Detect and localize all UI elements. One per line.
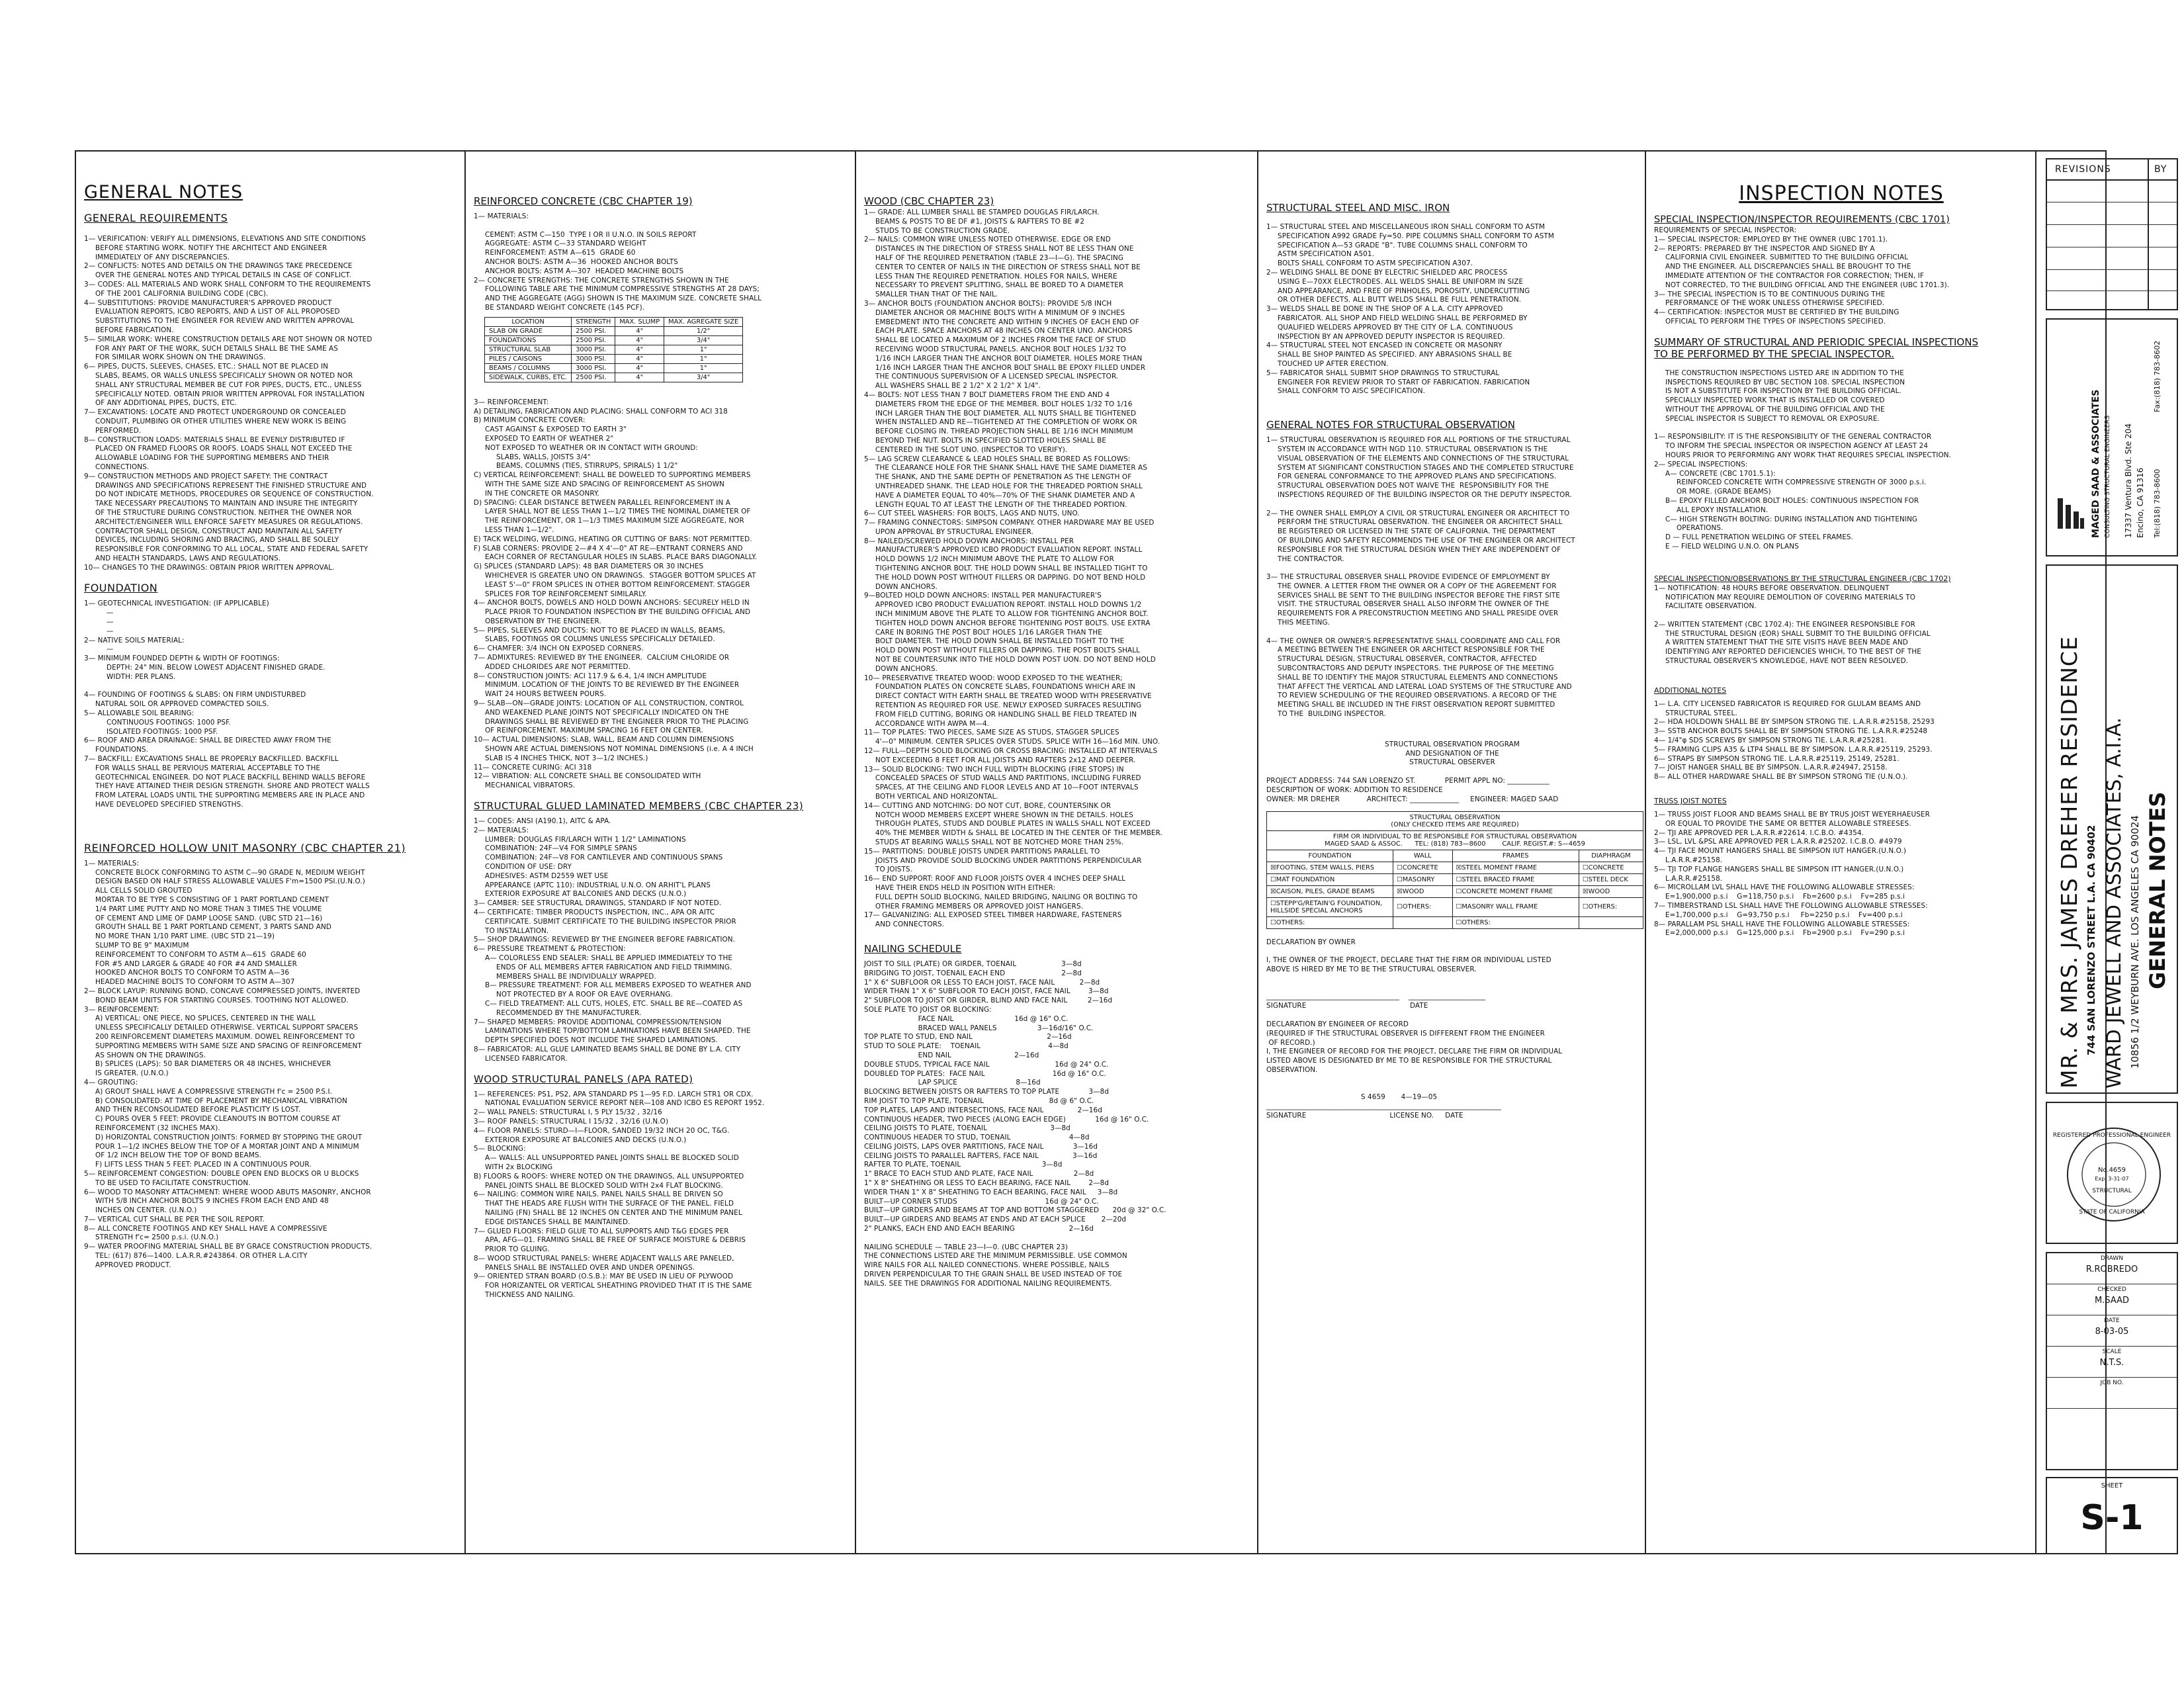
table-row [485,373,743,382]
firm-address-line2: Encino, CA 91316 [2136,467,2145,538]
drawn-label: DRAWN [2100,1255,2124,1262]
table-cell: 3/4" [664,373,743,382]
table-row [485,335,743,345]
firm-phone: Tel:(818) 783-8600 [2153,468,2162,538]
drawn-value: R.ROBREDO [2085,1265,2138,1274]
by-label: BY [2154,164,2167,175]
engineer-firm-box [2046,318,2178,556]
date-value: 8-03-05 [2095,1327,2129,1337]
table-cell [1579,916,1643,928]
checked-value: M.SAAD [2095,1296,2129,1306]
table-cell: STRUCTURAL SLAB [485,345,572,354]
revisions-label: REVISIONS [2055,164,2111,175]
truss-joist-heading: TRUSS JOIST NOTES [1654,797,1727,806]
table-cell: 3/4" [664,335,743,345]
owner-declaration: DECLARATION BY OWNER I, THE OWNER OF THE PROJECT, DECLARE THAT THE FIRM OR INDIVIDUAL LISTED ABOVE IS HIRED BY ME TO BE THE STRUCTURAL OBSERVER. ______________________________________ ______________________ SIGNATURE DATE [1266,938,1551,1010]
general-requirements-heading: GENERAL REQUIREMENTS [84,212,228,224]
concrete-materials-text: 1— MATERIALS: CEMENT: ASTM C—150 TYPE I OR II U.N.O. IN SOILS REPORT AGGREGATE: ASTM C—33 STANDARD WEIGHT REINFORCEMENT: ASTM A—615 GRADE 60 ANCHOR BOLTS: ASTM A—36 HOOKED ANCHOR BOLTS ANCHOR BOLTS: ASTM A—307 HEADED MACHINE BOLTS 2— CONCRETE STRENGTHS: THE CONCRETE STRENGTHS SHOWN IN THE FOLLOWING TABLE ARE THE MINIMUM COMPRESSIVE STRENGTHS AT 28 DAYS; AND THE AGGREGATE (AGG) SHOWN IS THE MAXIMUM SIZE. CONCRETE SHALL BE STANDARD WEIGHT CONCRETE (145 PCF). [474,212,762,312]
table-row [485,363,743,373]
table-header-row [485,317,743,326]
table-cell: ☒CAISON, PILES, GRADE BEAMS [1267,885,1393,897]
revision-row [2047,224,2177,225]
table-cell [1393,916,1453,928]
table-header-cell: LOCATION [485,317,572,326]
engineer-inspection-text: 1— NOTIFICATION: 48 HOURS BEFORE OBSERVATION. DELINQUENT NOTIFICATION MAY REQUIRE DEMOLITION OF COVERING MATERIALS TO FACILITATE OBSERVATION. 2— WRITTEN STATEMENT (CBC 1702.4): THE ENGINEER RESPONSIBLE FOR THE STRUCTURAL DESIGN (EOR) SHALL SUBMIT TO THE BUILDING OFFICIAL A WRITTEN STATEMENT THAT THE SITE VISITS HAVE BEEN MADE AND IDENTIFYING ANY REPORTED DEFICIENCIES WHICH, TO THE BEST OF THE STRUCTURAL OBSERVER'S KNOWLEDGE, HAVE NOT BEEN RESOLVED. [1654,584,1931,666]
table-cell: BEAMS / COLUMNS [485,363,572,373]
table-cell: ☒STEEL MOMENT FRAME [1452,862,1579,873]
sheet-label: SHEET [2101,1482,2123,1489]
observation-program-title: STRUCTURAL OBSERVATION PROGRAM AND DESIGNATION OF THE STRUCTURAL OBSERVER [1385,740,1520,767]
column-concrete [466,150,855,1554]
table-row [1267,862,1643,873]
table-cell: ☐OTHERS: [1452,916,1579,928]
title-block-divider [2035,150,2036,1554]
column-general-notes [76,150,464,1554]
revisions-box [2046,158,2178,310]
table-cell: ☐CONCRETE [1579,862,1643,873]
firm-logo-icon [2056,497,2085,530]
table-cell: ☒WOOD [1579,885,1643,897]
table-cell: ☐MAT FOUNDATION [1267,873,1393,885]
table-row [485,354,743,363]
date-label: DATE [2104,1317,2120,1324]
table-header-cell: WALL [1393,850,1453,862]
table-header-cell: MAX. AGREGATE SIZE [664,317,743,326]
project-info-box [2046,564,2178,1094]
architect-name: WARD JEWELL AND ASSOCIATES, A.I.A. [2103,717,2125,1088]
drawing-info-box [2046,1252,2178,1470]
table-cell: 2500 PSI. [572,373,615,382]
glulam-heading: STRUCTURAL GLUED LAMINATED MEMBERS (CBC CHAPTER 23) [474,800,804,813]
table-row [1267,885,1643,897]
table-cell: 4" [615,326,664,335]
firm-address-line1: 17337 Ventura Blvd. Ste 204 [2124,423,2133,538]
panels-heading: WOOD STRUCTURAL PANELS (APA RATED) [474,1073,693,1085]
table-cell: 1/2" [664,326,743,335]
table-row [1267,873,1643,885]
table-header-cell: FOUNDATION [1267,850,1393,862]
summary-text: THE CONSTRUCTION INSPECTIONS LISTED ARE IN ADDITION TO THE INSPECTIONS REQUIRED BY UBC SECTION 108. SPECIAL INSPECTION IS NOT A SUBSTITUTE FOR INSPECTION BY THE BUILDING OFFICIAL. SPECIALLY INSPECTED WORK THAT IS INSTALLED OR COVERED WITHOUT THE APPROVAL OF THE BUILDING OFFICIAL AND THE SPECIAL INSPECTOR IS SUBJECT TO REMOVAL OR EXPOSURE. 1— RESPONSIBILITY: IT IS THE RESPONSIBILITY OF THE GENERAL CONTRACTOR TO INFORM THE SPECIAL INSPECTOR OR INSPECTION AGENCY AT LEAST 24 HOURS PRIOR TO PERFORMING ANY WORK THAT REQUIRES SPECIAL INSPECTION. 2— SPECIAL INSPECTIONS: A— CONCRETE (CBC 1701.5.1): REINFORCED CONCRETE WITH COMPRESSIVE STRENGTH OF 3000 p.s.i. OR MORE. (GRADE BEAMS) B— EPOXY FILLED ANCHOR BOLT HOLES: CONTINUOUS INSPECTION FOR ALL EPOXY INSTALLATION. C— HIGH STRENGTH BOLTING: DURING INSTALLATION AND TIGHTENING OPERATIONS. D — FULL PENETRATION WELDING OF STEEL FRAMES. E — FIELD WELDING U.N.O. ON PLANS [1654,369,1952,551]
special-inspection-heading: SPECIAL INSPECTION/INSPECTOR REQUIREMENTS (CBC 1701) [1654,214,1950,225]
seal-top-text: REGISTERED PROFESSIONAL ENGINEER [2052,1132,2171,1139]
table-cell: 2500 PSI. [572,335,615,345]
job-cell [2047,1378,2177,1409]
table-row [485,345,743,354]
table-row [485,326,743,335]
date-cell [2047,1315,2177,1347]
checked-label: CHECKED [2097,1286,2126,1293]
general-requirements-text: 1— VERIFICATION: VERIFY ALL DIMENSIONS, ELEVATIONS AND SITE CONDITIONS BEFORE STARTING WORK. NOTIFY THE ARCHITECT AND ENGINEER IMMEDIATELY OF ANY DISCREPANCIES. 2— CONFLICTS: NOTES AND DETAILS ON THE DRAWINGS TAKE PRECEDENCE OVER THE GENERAL NOTES AND TYPICAL DETAILS IN CASE OF CONFLICT. 3— CODES: ALL MATERIALS AND WORK SHALL CONFORM TO THE REQUIREMENTS OF THE 2001 CALIFORNIA BUILDING CODE (CBC). 4— SUBSTITUTIONS: PROVIDE MANUFACTURER'S APPROVED PRODUCT EVALUATION REPORTS, ICBO REPORTS, AND A LIST OF ALL PROPOSED SUBSTITUTIONS TO THE ENGINEER FOR REVIEW AND WRITTEN APPROVAL BEFORE FABRICATION. 5— SIMILAR WORK: WHERE CONSTRUCTION DETAILS ARE NOT SHOWN OR NOTED FOR ANY PART OF THE WORK, SUCH DETAILS SHALL BE THE SAME AS FOR SIMILAR WORK SHOWN ON THE DRAWINGS. 6— PIPES, DUCTS, SLEEVES, CHASES, ETC.: SHALL NOT BE PLACED IN SLABS, BEAMS, OR WALLS UNLESS SPECIFICALLY SHOWN OR NOTED NOR SHALL ANY STRUCTURAL MEMBER BE CUT FOR PIPES, DUCTS, ETC., UNLESS SPECIFICALLY NOTED. OBTAIN PRIOR WRITTEN APPROVAL FOR INSTALLATION OF ANY ADDITIONAL PIPES, DUCTS, ETC. 7— EXCAVATIONS: LOCATE AND PROTECT UNDERGROUND OR CONCEALED CONDUIT, PLUMBING OR OTHER UTILITIES WHERE NEW WORK IS BEING PERFORMED. 8— CONSTRUCTION LOADS: MATERIALS SHALL BE EVENLY DISTRIBUTED IF PLACED ON FRAMED FLOORS OR ROOFS. LOADS SHALL NOT EXCEED THE ALLOWABLE LOADING FOR THE SUPPORTING MEMBERS AND THEIR CONNECTIONS. 9— CONSTRUCTION METHODS AND PROJECT SAFETY: THE CONTRACT DRAWINGS AND SPECIFICATIONS REPRESENT THE FINISHED STRUCTURE AND DO NOT INDICATE METHODS, PROCEDURES OR SEQUENCE OF CONSTRUCTION. TAKE NECESSARY PRECAUTIONS TO MAINTAIN AND INSURE THE INTEGRITY OF THE STRUCTURE DURING CONSTRUCTION. NEITHER THE OWNER NOR ARCHITECT/ENGINEER WILL ENFORCE SAFETY MEASURES OR REGULATIONS. CONTRACTOR SHALL DESIGN, CONSTRUCT AND MAINTAIN ALL SAFETY DEVICES, INCLUDING SHORING AND BRACING, AND SHALL BE SOLELY RESPONSIBLE FOR CONFORMING TO ALL LOCAL, STATE AND FEDERAL SAFETY AND HEALTH STANDARDS, LAWS AND REGULATIONS. 10— CHANGES TO THE DRAWINGS: OBTAIN PRIOR WRITTEN APPROVAL. [84,235,374,572]
table-header-row [1267,850,1643,862]
table-cell: ☐STEEL DECK [1579,873,1643,885]
table-cell: ☐OTHERS: [1393,897,1453,916]
table-cell: ☐STEEL BRACED FRAME [1452,873,1579,885]
table-cell: ☐OTHERS: [1579,897,1643,916]
nailing-heading: NAILING SCHEDULE [864,942,962,955]
table-cell: 3000 PSI. [572,354,615,363]
table-cell: FOUNDATIONS [485,335,572,345]
masonry-text: 1— MATERIALS: CONCRETE BLOCK CONFORMING TO ASTM C—90 GRADE N, MEDIUM WEIGHT DESIGN BASED ON HALF STRESS ALLOWABLE VALUES F'm=1500 PSI.(U.N.O.) ALL CELLS SOLID GROUTED MORTAR TO BE TYPE S CONSISTING OF 1 PART PORTLAND CEMENT 1/4 PART LIME PUTTY AND NO MORE THAN 3 TIMES THE VOLUME OF CEMENT AND LIME OF DAMP LOOSE SAND. (UBC STD 21—16) GROUTH SHALL BE 1 PART PORTLAND CEMENT, 3 PARTS SAND AND NO MORE THAN 1/10 PART LIME. (UBC STD 21—19) SLUMP TO BE 9" MAXIMUM REINFORCEMENT TO CONFORM TO ASTM A—615 GRADE 60 FOR #5 AND LARGER & GRADE 40 FOR #4 AND SMALLER HOOKED ANCHOR BOLTS TO CONFORM TO ASTM A—36 HEADED MACHINE BOLTS TO CONFORM TO ASTM A—307 2— BLOCK LAYUP: RUNNING BOND, CONCAVE COMPRESSED JOINTS, INVERTED BOND BEAM UNITS FOR STARTING COURSES. TOOTHING NOT ALLOWED. 3— REINFORCEMENT: A) VERTICAL: ONE PIECE, NO SPLICES, CENTERED IN THE WALL UNLESS SPECIFICALLY DETAILED OTHERWISE. VERTICAL SUPPORT SPACERS 200 REINFORCEMENT DIAMETERS MAXIMUM. DOWEL REINFORCEMENT TO SUPPORTING MEMBERS WITH SAME SIZE AND SPACING OF REINFORCEMENT AS SHOWN ON THE DRAWINGS. B) SPLICES (LAPS): 50 BAR DIAMETERS OR 48 INCHES, WHICHEVER IS GREATER. (U.N.O.) 4— GROUTING: A) GROUT SHALL HAVE A COMPRESSIVE STRENGTH f'c = 2500 P.S.I. B) CONSOLIDATED: AT TIME OF PLACEMENT BY MECHANICAL VIBRATION AND THEN RECONSOLIDATED BEFORE PLASTICITY IS LOST. C) POURS OVER 5 FEET: PROVIDE CLEANOUTS IN BOTTOM COURSE AT REINFORCEMENT (32 INCHES MAX). D) HORIZONTAL CONSTRUCTION JOINTS: FORMED BY STOPPING THE GROUT POUR 1—1/2 INCHES BELOW THE TOP OF A MORTAR JOINT AND A MINIMUM OF 1/2 INCH BELOW THE TOP OF BOND BEAMS. F) LIFTS LESS THAN 5 FEET: PLACED IN A CONTINUOUS POUR. 5— REINFORCEMENT CONGESTION: DOUBLE OPEN END BLOCKS OR U BLOCKS TO BE USED TO FACILITATE CONSTRUCTION. 6— WOOD TO MASONRY ATTACHMENT: WHERE WOOD ABUTS MASONRY, ANCHOR WITH 5/8 INCH ANCHOR BOLTS 9 INCHES FROM EACH END AND 48 INCHES ON CENTER. (U.N.O.) 7— VERTICAL CUT SHALL BE PER THE SOIL REPORT. 8— ALL CONCRETE FOOTINGS AND KEY SHALL HAVE A COMPRESSIVE STRENGTH f'c= 2500 p.s.i. (U.N.O.) 9— WATER PROOFING MATERIAL SHALL BE BY GRACE CONSTRUCTION PRODUCTS. TEL: (617) 876—1400. L.A.R.R.#243864. OR OTHER L.A.CITY APPROVED PRODUCT. [84,859,372,1269]
inspection-notes-title: INSPECTION NOTES [1739,182,1944,205]
revisions-header [2047,159,2177,181]
special-inspection-text: REQUIREMENTS OF SPECIAL INSPECTOR: 1— SPECIAL INSPECTOR: EMPLOYED BY THE OWNER (UBC 1701.1). 2— REPORTS: PREPARED BY THE INSPECTOR AND SIGNED BY A CALIFORNIA CIVIL ENGINEER. SUBMITTED TO THE BUILDING OFFICIAL AND THE ENGINEER. ALL DISCREPANCIES SHALL BE BROUGHT TO THE IMMEDIATE ATTENTION OF THE CONTRACTOR FOR CORRECTION; THEN, IF NOT CORRECTED, TO THE BUILDING OFFICIAL AND THE ENGINEER (UBC 1701.3). 3— THE SPECIAL INSPECTION IS TO BE CONTINUOUS DURING THE PERFORMANCE OF THE WORK UNLESS OTHERWISE SPECIFIED. 4— CERTIFICATION: INSPECTOR MUST BE CERTIFIED BY THE BUILDING OFFICIAL TO PERFORM THE TYPES OF INSPECTIONS SPECIFIED. [1654,226,1950,326]
engineer-declaration: DECLARATION BY ENGINEER OF RECORD (REQUIRED IF THE STRUCTURAL OBSERVER IS DIFFERENT FROM THE ENGINEER OF RECORD.) I, THE ENGINEER OF RECORD FOR THE PROJECT, DECLARE THE FIRM OR INDIVIDUAL LISTED ABOVE IS DESIGNATED BY ME TO BE RESPONSIBLE FOR THE STRUCTURAL OBSERVATION. S 4659 4—19—05 ___________________________________________________________________ SIGNATURE LICENSE NO. DATE [1266,1020,1563,1120]
revisions-divider [2148,159,2149,309]
sheet-title: GENERAL NOTES [2145,791,2170,989]
table-title-row [1267,811,1643,830]
concrete-heading: REINFORCED CONCRETE (CBC CHAPTER 19) [474,195,693,207]
panels-text: 1— REFERENCES: PS1, PS2, APA STANDARD PS 1—95 F.D. LARCH STR1 OR CDX. NATIONAL EVALUATION SERVICE REPORT NER—108 AND ICBO ES REPORT 1952. 2— WALL PANELS: STRUCTURAL I, 5 PLY 15/32 , 32/16 3— ROOF PANELS: STRUCTURAL I 15/32 , 32/16 (U.N.O) 4— FLOOR PANELS: STURD—I—FLOOR, SANDED 19/32 INCH 20 OC, T&G. EXTERIOR EXPOSURE AT BALCONIES AND DECKS (U.N.O.) 5— BLOCKING: A— WALLS: ALL UNSUPPORTED PANEL JOINTS SHALL BE BLOCKED SOLID WITH 2x BLOCKING B) FLOORS & ROOFS: WHERE NOTED ON THE DRAWINGS, ALL UNSUPPORTED PANEL JOINTS SHALL BE BLOCKED SOLID WITH 2x4 FLAT BLOCKING. 6— NAILING: COMMON WIRE NAILS. PANEL NAILS SHALL BE DRIVEN SO THAT THE HEADS ARE FLUSH WITH THE SURFACE OF THE PANEL. FIELD NAILING (FN) SHALL BE 12 INCHES ON CENTER AND THE MINIMUM PANEL EDGE DISTANCES SHALL BE MAINTAINED. 7— GLUED FLOORS: FIELD GLUE TO ALL SUPPORTS AND T&G EDGES PER APA, AFG—01. FRAMING SHALL BE FREE OF SURFACE MOISTURE & DEBRIS PRIOR TO GLUING. 8— WOOD STRUCTURAL PANELS: WHERE ADJACENT WALLS ARE PANELED, PANELS SHALL BE INSTALLED OVER AND UNDER OPENINGS. 9— ORIENTED STRAN BOARD (O.S.B.): MAY BE USED IN LIEU OF PLYWOOD FOR HORIZANTEL OR VERTICAL SHEATHING PROVIDED THAT IT IS THE SAME THICKNESS AND NAILING. [474,1090,765,1300]
steel-text: 1— STRUCTURAL STEEL AND MISCELLANEOUS IRON SHALL CONFORM TO ASTM SPECIFICATION A992 GRADE Fy=50. PIPE COLUMNS SHALL CONFORM TO ASTM SPECIFICATION A—53 GRADE "B". TUBE COLUMNS SHALL CONFORM TO ASTM SPECIFICATION A501. BOLTS SHALL CONFORM TO ASTM SPECIFICATION A307. 2— WELDING SHALL BE DONE BY ELECTRIC SHIELDED ARC PROCESS USING E—70XX ELECTRODES. ALL WELDS SHALL BE UNIFORM IN SIZE AND APPEARANCE, AND FREE OF PINHOLES, POROSITY, UNDERCUTTING OR OTHER DEFECTS. ALL BUTT WELDS SHALL BE FULL PENETRATION. 3— WELDS SHALL BE DONE IN THE SHOP OF A L.A. CITY APPROVED FABRICATOR. ALL SHOP AND FIELD WELDING SHALL BE PERFORMED BY QUALIFIED WELDERS APPROVED BY THE CITY OF L.A. CONTINUOUS INSPECTION BY AN APPROVED DEPUTY INSPECTOR IS REQUIRED. 4— STRUCTURAL STEEL NOT ENCASED IN CONCRETE OR MASONRY SHALL BE SHOP PAINTED AS SPECIFIED. ANY ABRASIONS SHALL BE TOUCHED UP AFTER ERECTION. 5— FABRICATOR SHALL SUBMIT SHOP DRAWINGS TO STRUCTURAL ENGINEER FOR REVIEW PRIOR TO START OF FABRICATION. FABRICATION SHALL CONFORM TO AISC SPECIFICATION. [1266,223,1554,396]
table-header-cell: MAX. SLUMP [615,317,664,326]
seal-number: No.4659 [2097,1167,2126,1174]
job-label: JOB NO. [2100,1380,2124,1386]
seal-state: STATE OF CALIFORNIA [2079,1209,2145,1216]
concrete-reinforcement-text: 3— REINFORCEMENT: A) DETAILING, FABRICATION AND PLACING: SHALL CONFORM TO ACI 318 B) MINIMUM CONCRETE COVER: CAST AGAINST & EXPOSED TO EARTH 3" EXPOSED TO EARTH OF WEATHER 2" NOT EXPOSED TO WEATHER OR IN CONTACT WITH GROUND: SLABS, WALLS, JOISTS 3/4" BEAMS, COLUMNS (TIES, STIRRUPS, SPIRALS) 1 1/2" C) VERTICAL REINFORCEMENT: SHALL BE DOWELED TO SUPPORTING MEMBERS WITH THE SAME SIZE AND SPACING OF REINFORCEMENT AS SHOWN IN THE CONCRETE OR MASONRY. D) SPACING: CLEAR DISTANCE BETWEEN PARALLEL REINFORCEMENT IN A LAYER SHALL NOT BE LESS THAN 1—1/2 TIMES THE NOMINAL DIAMETER OF THE REINFORCEMENT, OR 1—1/3 TIMES MAXIMUM SIZE AGGREGATE, NOR LESS THAN 1—1/2". E) TACK WELDING, WELDING, HEATING OR CUTTING OF BARS: NOT PERMITTED. F) SLAB CORNERS: PROVIDE 2—#4 X 4'—0" AT RE—ENTRANT CORNERS AND EACH CORNER OF RECTANGULAR HOLES IN SLABS. PLACE BARS DIAGONALLY. G) SPLICES (STANDARD LAPS): 48 BAR DIAMETERS OR 30 INCHES WHICHEVER IS GREATER UNO ON DRAWINGS. STAGGER BOTTOM SPLICES AT LEAST 5'—0" FROM SPLICES IN OTHER BOTTOM REINFORCEMENT. STAGGER SPLICES FOR TOP REINFORCEMENT SIMILARLY. 4— ANCHOR BOLTS, DOWELS AND HOLD DOWN ANCHORS: SECURELY HELD IN PLACE PRIOR TO FOUNDATION INSPECTION BY THE BUILDING OFFICIAL AND OBSERVATION BY THE ENGINEER. 5— PIPES, SLEEVES AND DUCTS: NOT TO BE PLACED IN WALLS, BEAMS, SLABS, FOOTINGS OR COLUMNS UNLESS SPECIFICALLY DETAILED. 6— CHAMFER: 3/4 INCH ON EXPOSED CORNERS. 7— ADMIXTURES: REVIEWED BY THE ENGINEER. CALCIUM CHLORIDE OR ADDED CHLORIDES ARE NOT PERMITTED. 8— CONSTRUCTION JOINTS: ACI 117.9 & 6.4, 1/4 INCH AMPLITUDE MINIMUM. LOCATION OF THE JOINTS TO BE REVIEWED BY THE ENGINEER WAIT 24 HOURS BETWEEN POURS. 9— SLAB—ON—GRADE JOINTS: LOCATION OF ALL CONSTRUCTION, CONTROL AND WEAKENED PLANE JOINTS NOT SPECIFICALLY INDICATED ON THE DRAWINGS SHALL BE REVIEWED BY THE ENGINEER PRIOR TO THE PLACING OF REINFORCEMENT. MAXIMUM SPACING 16 FEET ON CENTER. 10— ACTUAL DIMENSIONS: SLAB, WALL, BEAM AND COLUMN DIMENSIONS SHOWN ARE ACTUAL DIMENSIONS NOT NOMINAL DIMENSIONS (i.e. A 4 INCH SLAB IS 4 INCHES THICK, NOT 3—1/2 INCHES.) 11— CONCRETE CURING: ACI 318 12— VIBRATION: ALL CONCRETE SHALL BE CONSOLIDATED WITH MECHANICAL VIBRATORS. [474,398,757,790]
nailing-schedule-text: JOIST TO SILL (PLATE) OR GIRDER, TOENAIL 3—8d BRIDGING TO JOIST, TOENAIL EACH END 2—8d 1" X 6" SUBFLOOR OR LESS TO EACH JOIST, FACE NAIL 2—8d WIDER THAN 1" X 6" SUBFLOOR TO EACH JOIST, FACE NAIL 3—8d 2" SUBFLOOR TO JOIST OR GIRDER, BLIND AND FACE NAIL 2—16d SOLE PLATE TO JOIST OR BLOCKING: FACE NAIL 16d @ 16" O.C. BRACED WALL PANELS 3—16d/16" O.C. TOP PLATE TO STUD, END NAIL 2—16d STUD TO SOLE PLATE: TOENAIL 4—8d END NAIL 2—16d DOUBLE STUDS, TYPICAL FACE NAIL 16d @ 24" O.C. DOUBLED TOP PLATES: FACE NAIL 16d @ 16" O.C. LAP SPLICE 8—16d BLOCKING BETWEEN JOISTS OR RAFTERS TO TOP PLATE 3—8d RIM JOIST TO TOP PLATE, TOENAIL 8d @ 6" O.C. TOP PLATES, LAPS AND INTERSECTIONS, FACE NAIL 2—16d CONTINUOUS HEADER, TWO PIECES (ALONG EACH EDGE) 16d @ 16" O.C. CEILING JOISTS TO PLATE, TOENAIL 3—8d CONTINUOUS HEADER TO STUD, TOENAIL 4—8d CEILING JOISTS, LAPS OVER PARTITIONS, FACE NAIL 3—16d CEILING JOISTS TO PARALLEL RAFTERS, FACE NAIL 3—16d RAFTER TO PLATE, TOENAIL 3—8d 1" BRACE TO EACH STUD AND PLATE, FACE NAIL 2—8d 1" X 8" SHEATHING OR LESS TO EACH BEARING, FACE NAIL 2—8d WIDER THAN 1" X 8" SHEATHING TO EACH BEARING, FACE NAIL 3—8d BUILT—UP CORNER STUDS 16d @ 24" O.C. BUILT—UP GIRDERS AND BEAMS AT TOP AND BOTTOM STAGGERED 20d @ 32" O.C. BUILT—UP GIRDERS AND BEAMS AT ENDS AND AT EACH SPLICE 2—20d 2" PLANKS, EACH END AND EACH BEARING 2—16d NAILING SCHEDULE — TABLE 23—I—0. (UBC CHAPTER 23) THE CONNECTIONS LISTED ARE THE MINIMUM PERMISSIBLE. USE COMMON WIRE NAILS FOR ALL NAILED CONNECTIONS. WHERE POSSIBLE, NAILS DRIVEN PERPENDICULAR TO THE GRAIN SHALL BE USED INSTEAD OF TOE NAILS. SEE THE DRAWINGS FOR ADDITIONAL NAILING REQUIREMENTS. [864,959,1166,1288]
observation-project-lines: PROJECT ADDRESS: 744 SAN LORENZO ST. PERMIT APPL NO: ____________ DESCRIPTION OF WORK: ADDITION TO RESIDENCE OWNER: MR DREHER ARCHITECT: ______________ ENGINEER: MAGED SAAD [1266,777,1559,803]
revision-row [2047,290,2177,291]
table-cell: ☐CONCRETE [1393,862,1453,873]
table-cell: 4" [615,363,664,373]
table-cell: 4" [615,335,664,345]
project-name: MR. & MRS. JAMES DREHER RESIDENCE [2056,636,2082,1088]
foundation-text: 1— GEOTECHNICAL INVESTIGATION: (IF APPLICABLE) — — — 2— NATIVE SOILS MATERIAL: — 3— MINIMUM FOUNDED DEPTH & WIDTH OF FOOTINGS: DEPTH: 24" MIN. BELOW LOWEST ADJACENT FINISHED GRADE. WIDTH: PER PLANS. 4— FOUNDING OF FOOTINGS & SLABS: ON FIRM UNDISTURBED NATURAL SOIL OR APPROVED COMPACTED SOILS. 5— ALLOWABLE SOIL BEARING: CONTINUOUS FOOTINGS: 1000 PSF. ISOLATED FOOTINGS: 1000 PSF. 6— ROOF AND AREA DRAINAGE: SHALL BE DIRECTED AWAY FROM THE FOUNDATIONS. 7— BACKFILL: EXCAVATIONS SHALL BE PROPERLY BACKFILLED. BACKFILL FOR WALLS SHALL BE PERVIOUS MATERIAL ACCEPTABLE TO THE GEOTECHNICAL ENGINEER. DO NOT PLACE BACKFILL BEHIND WALLS BEFORE THEY HAVE ATTAINED THEIR DESIGN STRENGTH. SHORE AND PROTECT WALLS FROM LATERAL LOADS UNTIL THE SUPPORTING MEMBERS ARE IN PLACE AND HAVE DEVELOPED SPECIFIED STRENGTHS. [84,600,370,809]
table-cell: SLAB ON GRADE [485,326,572,335]
seal-type: STRUCTURAL [2092,1188,2132,1194]
glulam-text: 1— CODES: ANSI (A190.1), AITC & APA. 2— MATERIALS: LUMBER: DOUGLAS FIR/LARCH WITH 1 1/2" LAMINATIONS COMBINATION: 24F—V4 FOR SIMPLE SPANS COMBINATION: 24F—V8 FOR CANTILEVER AND CONTINUOUS SPANS CONDITION OF USE: DRY ADHESIVES: ASTM D2559 WET USE APPEARANCE (APTC 110): INDUSTRIAL U.N.O. ON ARHIT'L PLANS EXTERIOR EXPOSURE AT BALCONIES AND DECKS (U.N.O.) 3— CAMBER: SEE STRUCTURAL DRAWINGS, STANDARD IF NOT NOTED. 4— CERTIFICATE: TIMBER PRODUCTS INSPECTION, INC., APA OR AITC CERTIFICATE. SUBMIT CERTIFICATE TO THE BUILDING INSPECTOR PRIOR TO INSTALLATION. 5— SHOP DRAWINGS: REVIEWED BY THE ENGINEER BEFORE FABRICATION. 6— PRESSURE TREATMENT & PROTECTION: A— COLORLESS END SEALER: SHALL BE APPLIED IMMEDIATELY TO THE ENDS OF ALL MEMBERS AFTER FABRICATION AND FIELD TRIMMING. MEMBERS SHALL BE INDIVIDUALLY WRAPPED. B— PRESSURE TREATMENT: FOR ALL MEMBERS EXPOSED TO WEATHER AND NOT PROTECTED BY A ROOF OR EAVE OVERHANG. C— FIELD TREATMENT: ALL CUTS, HOLES, ETC. SHALL BE RE—COATED AS RECOMMENDED BY THE MANUFACTURER. 7— SHAPED MEMBERS: PROVIDE ADDITIONAL COMPRESSION/TENSION LAMINATIONS WHERE TOP/BOTTOM LAMINATIONS HAVE BEEN SHAPED. THE DEPTH SPECIFIED DOES NOT INCLUDE THE SHAPED LAMINATIONS. 8— FABRICATOR: ALL GLUE LAMINATED BEAMS SHALL BE DONE BY L.A. CITY LICENSED FABRICATOR. [474,817,752,1063]
column-inspection [1646,150,2035,1554]
revision-row [2047,269,2177,270]
table-cell: 1" [664,354,743,363]
observation-table [1266,811,1643,929]
table-firm-row [1267,830,1643,850]
additional-notes-text: 1— L.A. CITY LICENSED FABRICATOR IS REQUIRED FOR GLULAM BEAMS AND STRUCTURAL STEEL. 2— HDA HOLDOWN SHALL BE BY SIMPSON STRONG TIE. L.A.R.R.#25158, 25293 3— SSTB ANCHOR BOLTS SHALL BE BY SIMPSON STRONG TIE. L.A.R.R.#25248 4— 1/4"φ SDS SCREWS BY SIMPSON STRONG TIE. L.A.R.R.#25281. 5— FRAMING CLIPS A35 & LTP4 SHALL BE BY SIMPSON. L.A.R.R.#25119, 25293. 6— STRAPS BY SIMPSON STRONG TIE. L.A.R.R.#25119, 25149, 25281. 7— JOIST HANGER SHALL BE BY SIMPSON. L.A.R.R.#24947, 25158. 8— ALL OTHER HARDWARE SHALL BE BY SIMPSON STRONG TIE (U.N.O.). [1654,699,1935,781]
table-cell: PILES / CAISONS [485,354,572,363]
general-notes-title: GENERAL NOTES [84,182,243,202]
truss-joist-text: 1— TRUSS JOIST FLOOR AND BEAMS SHALL BE BY TRUS JOIST WEYERHAEUSER OR EQUAL TO PROVIDE THE SAME OR BETTER ALLOWABLE STREESES. 2— TJI ARE APPROVED PER L.A.R.R.#22614. I.C.B.O. #4354. 3— LSL, LVL &PSL ARE APPROVED PER L.A.R.R.#25202. I.C.B.O. #4979 4— TJI FACE MOUNT HANGERS SHALL BE SIMPSON IUT HANGER.(U.N.O.) L.A.R.R.#25158. 5— TJI TOP FLANGE HANGERS SHALL BE SIMPSON ITT HANGER.(U.N.O.) L.A.R.R.#25158. 6— MICROLLAM LVL SHALL HAVE THE FOLLOWING ALLOWABLE STRESSES: E=1,900,000 p.s.i G=118,750 p.s.i Fb=2600 p.s.i Fv=285 p.s.i 7— TIMBERSTRAND LSL SHALL HAVE THE FOLLOWING ALLOWABLE STRESSES: E=1,700,000 p.s.i G=93,750 p.s.i Fb=2250 p.s.i Fv=400 p.s.i 8— PARALLAM PSL SHALL HAVE THE FOLLOWING ALLOWABLE STRESSES: E=2,000,000 p.s.i G=125,000 p.s.i Fb=2900 p.s.i Fv=290 p.s.i [1654,811,1930,938]
project-address: 744 SAN LORENZO STREET L.A. CA 90402 [2085,824,2097,1055]
table-header-cell: DIAPHRAGM [1579,850,1643,862]
checked-cell [2047,1284,2177,1315]
drawn-cell [2047,1253,2177,1284]
concrete-strength-table [484,317,743,382]
additional-notes-heading: ADDITIONAL NOTES [1654,686,1727,695]
table-cell: 3000 PSI. [572,363,615,373]
steel-heading: STRUCTURAL STEEL AND MISC. IRON [1266,202,1450,214]
seal-expiration: Exp. 3-31-07 [2095,1176,2129,1182]
observation-heading: GENERAL NOTES FOR STRUCTURAL OBSERVATION [1266,419,1515,431]
table-cell: 1" [664,363,743,373]
observation-table-title: STRUCTURAL OBSERVATION (ONLY CHECKED ITEMS ARE REQUIRED) [1267,811,1643,830]
table-cell: SIDEWALK, CURBS, ETC. [485,373,572,382]
summary-heading: SUMMARY OF STRUCTURAL AND PERIODIC SPECIAL INSPECTIONS TO BE PERFORMED BY THE SPECIAL INSPECTOR. [1654,335,1978,360]
table-cell: 2500 PSI. [572,326,615,335]
table-cell: 1" [664,345,743,354]
firm-name: MAGED SAAD & ASSOCIATES [2091,389,2101,538]
table-cell: 4" [615,373,664,382]
table-row [1267,897,1643,916]
firm-subtitle: CONSULTING STRUCTURAL ENGINEERS [2104,415,2111,538]
table-cell: ☐MASONRY [1393,873,1453,885]
observation-text: 1— STRUCTURAL OBSERVATION IS REQUIRED FOR ALL PORTIONS OF THE STRUCTURAL SYSTEM IN ACCORDANCE WITH NGD 110. STRUCTURAL OBSERVATION IS THE VISUAL OBSERVATION OF THE ELEMENTS AND CONNECTIONS OF THE STRUCTURAL SYSTEM AT SIGNIFICANT CONSTRUCTION STAGES AND THE COMPLETED STRUCTURE FOR GENERAL CONFORMANCE TO THE APPROVED PLANS AND SPECIFICATIONS. STRUCTURAL OBSERVATION DOES NOT WAIVE THE RESPONSIBILITY FOR THE INSPECTIONS REQUIRED OF THE BUILDING INSPECTOR OR THE DEPUTY INSPECTOR. 2— THE OWNER SHALL EMPLOY A CIVIL OR STRUCTURAL ENGINEER OR ARCHITECT TO PERFORM THE STRUCTURAL OBSERVATION. THE ENGINEER OR ARCHITECT SHALL BE REGISTERED OR LICENSED IN THE STATE OF CALIFORNIA. THE DEPARTMENT OF BUILDING AND SAFETY RECOMMENDS THE USE OF THE ENGINEER OR ARCHITECT RESPONSIBLE FOR THE STRUCTURAL DESIGN WHEN THEY ARE INDEPENDENT OF THE CONTRACTOR. 3— THE STRUCTURAL OBSERVER SHALL PROVIDE EVIDENCE OF EMPLOYMENT BY THE OWNER. A LETTER FROM THE OWNER OR A COPY OF THE AGREEMENT FOR SERVICES SHALL BE SENT TO THE BUILDING INSPECTOR BEFORE THE FIRST SITE VISIT. THE STRUCTURAL OBSERVER SHALL ALSO INFORM THE OWNER OF THE REQUIREMENTS FOR A PRECONSTRUCTION MEETING AND SHALL PRESIDE OVER THIS MEETING. 4— THE OWNER OR OWNER'S REPRESENTATIVE SHALL COORDINATE AND CALL FOR A MEETING BETWEEN THE ENGINEER OR ARCHITECT RESPONSIBLE FOR THE STRUCTURAL DESIGN, STRUCTURAL OBSERVER, CONTRACTOR, AFFECTED SUBCONTRACTORS AND DEPUTY INSPECTORS. THE PURPOSE OF THE MEETING SHALL BE TO IDENTIFY THE MAJOR STRUCTURAL ELEMENTS AND CONNECTIONS THAT AFFECT THE VERTICAL AND LATERAL LOAD SYSTEMS OF THE STRUCTURE AND TO REVIEW SCHEDULING OF THE REQUIRED OBSERVATIONS. A RECORD OF THE MEETING SHALL BE INCLUDED IN THE FIRST OBSERVATION REPORT SUBMITTED TO THE BUILDING INSPECTOR. [1266,436,1575,719]
table-cell: ☒FOOTING, STEM WALLS, PIERS [1267,862,1393,873]
engineer-seal-box [2046,1102,2178,1244]
table-cell: 4" [615,354,664,363]
table-header-cell: STRENGTH [572,317,615,326]
masonry-heading: REINFORCED HOLLOW UNIT MASONRY (CBC CHAPTER 21) [84,841,406,854]
table-cell: 3000 PSI. [572,345,615,354]
sheet-number-box [2046,1477,2178,1554]
table-cell: ☒WOOD [1393,885,1453,897]
table-header-cell: FRAMES [1452,850,1579,862]
scale-value: N.T.S. [2099,1358,2124,1368]
table-cell: ☐CONCRETE MOMENT FRAME [1452,885,1579,897]
column-steel-observation [1258,150,1645,1554]
firm-fax: Fax:(818) 783-8602 [2153,340,2162,412]
table-row [1267,916,1643,928]
scale-label: SCALE [2102,1349,2122,1355]
table-cell: 4" [615,345,664,354]
architect-address: 10856 1/2 WEYBURN AVE. LOS ANGELES CA 90024 [2129,815,2141,1069]
wood-text: 1— GRADE: ALL LUMBER SHALL BE STAMPED DOUGLAS FIR/LARCH. BEAMS & POSTS TO BE DF #1, JOISTS & RAFTERS TO BE #2 STUDS TO BE CONSTRUCTION GRADE. 2— NAILS: COMMON WIRE UNLESS NOTED OTHERWISE. EDGE OR END DISTANCES IN THE DIRECTION OF STRESS SHALL NOT BE LESS THAN ONE HALF OF THE REQUIRED PENETRATION (TABLE 23—I—G). THE SPACING CENTER TO CENTER OF NAILS IN THE DIRECTION OF STRESS SHALL NOT BE LESS THAN THE REQUIRED PENETRATION. HOLES FOR NAILS, WHERE NECESSARY TO PREVENT SPLITTING, SHALL BE BORED TO A DIAMETER SMALLER THAN THAT OF THE NAIL. 3— ANCHOR BOLTS (FOUNDATION ANCHOR BOLTS): PROVIDE 5/8 INCH DIAMETER ANCHOR OR MACHINE BOLTS WITH A MINIMUM OF 9 INCHES EMBEDMENT INTO THE CONCRETE AND WITHIN 9 INCHES OF EACH END OF EACH PLATE. SPACE ANCHORS AT 48 INCHES ON CENTER UNO. ANCHORS SHALL BE LOCATED A MAXIMUM OF 2 INCHES FROM THE FACE OF STUD RECEIVING WOOD STRUCTURAL PANELS. ANCHOR BOLT HOLES 1/32 TO 1/16 INCH LARGER THAN THE ANCHOR BOLT DIAMETER. HOLES MORE THAN 1/16 INCH LARGER THAN THE ANCHOR BOLT SHALL BE EPOXY FILLED UNDER THE CONTINUOUS SUPERVISION OF A LICENSED SPECIAL INSPECTOR. ALL WASHERS SHALL BE 2 1/2" X 2 1/2" X 1/4". 4— BOLTS: NOT LESS THAN 7 BOLT DIAMETERS FROM THE END AND 4 DIAMETERS FROM THE EDGE OF THE MEMBER. BOLT HOLES 1/32 TO 1/16 INCH LARGER THAN THE BOLT DIAMETER. ALL NUTS SHALL BE TIGHTENED WHEN INSTALLED AND RE—TIGHTENED AT THE COMPLETION OF WORK OR BEFORE CLOSING IN. THREAD PROJECTION SHALL BE 1/16 INCH MINIMUM BEYOND THE NUT. BOLTS IN SPECIFIED SLOTTED HOLES SHALL BE CENTERED IN THE SLOT UNO. (INSPECTOR TO VERIFY). 5— LAG SCREW CLEARANCE & LEAD HOLES SHALL BE BORED AS FOLLOWS: THE CLEARANCE HOLE FOR THE SHANK SHALL HAVE THE SAME DIAMETER AS THE SHANK, AND THE SAME DEPTH OF PENETRATION AS THE LENGTH OF UNTHREADED SHANK. THE LEAD HOLE FOR THE THREADED PORTION SHALL HAVE A DIAMETER EQUAL TO 40%—70% OF THE SHANK DIAMETER AND A LENGTH EQUAL TO AT LEAST THE LENGTH OF THE THREADED PORTION. 6— CUT STEEL WASHERS: FOR BOLTS, LAGS AND NUTS, UNO. 7— FRAMING CONNECTORS: SIMPSON COMPANY. OTHER HARDWARE MAY BE USED UPON APPROVAL BY STRUCTURAL ENGINEER. 8— NAILED/SCREWED HOLD DOWN ANCHORS: INSTALL PER MANUFACTURER'S APPROVED ICBO PRODUCT EVALUATION REPORT. INSTALL HOLD DOWNS 1/2 INCH MINIMUM ABOVE THE PLATE TO ALLOW FOR TIGHTENING ANCHOR BOLT. THE HOLD DOWN SHALL BE INSTALLED TIGHT TO THE HOLD DOWN POST WITHOUT FILLERS OR DAPPING. DO NOT BEND HOLD DOWN ANCHORS. 9—BOLTED HOLD DOWN ANCHORS: INSTALL PER MANUFACTURER'S APPROVED ICBO PRODUCT EVALUATION REPORT. INSTALL HOLD DOWNS 1/2 INCH MINIMUM ABOVE THE PLATE TO ALLOW FOR TIGHTENING ANCHOR BOLT. TIGHTEN HOLD DOWN ANCHOR BEFORE TIGHTENING POST BOLTS. USE EXTRA CARE IN BORING THE POST BOLT HOLES 1/16 LARGER THAN THE BOLT DIAMETER. THE HOLD DOWN SHALL BE INSTALLED TIGHT TO THE HOLD DOWN POST WITHOUT FILLERS OR DAPPING. THE POST BOLTS SHALL NOT BE COUNTERSUNK INTO THE HOLD DOWN POST UON. DO NOT BEND HOLD DOWN ANCHORS. 10— PRESERVATIVE TREATED WOOD: WOOD EXPOSED TO THE WEATHER; FOUNDATION PLATES ON CONCRETE SLABS, FOUNDATIONS WHICH ARE IN DIRECT CONTACT WITH EARTH SHALL BE TREATED WOOD WITH PRESERVATIVE RETENTION AS REQUIRED FOR USE. NEWLY EXPOSED SURFACES RESULTING FROM FIELD CUTTING, BORING OR HANDLING SHALL BE FIELD TREATED IN ACCORDANCE WITH AWPA M—4. 11— TOP PLATES: TWO PIECES, SAME SIZE AS STUDS, STAGGER SPLICES 4'—0" MINIMUM. CENTER SPLICES OVER STUDS. SPLICE WITH 16—16d MIN. UNO. 12— FULL—DEPTH SOLID BLOCKING OR CROSS BRACING: INSTALLED AT INTERVALS NOT EXCEEDING 8 FEET FOR ALL JOISTS AND RAFTERS 2x12 AND DEEPER. 13— SOLID BLOCKING: TWO INCH FULL WIDTH BLOCKING (FIRE STOPS) IN CONCEALED SPACES OF STUD WALLS AND PARTITIONS, INCLUDING FURRED SPACES, AT THE CEILING AND FLOOR LEVELS AND AT 10—FOOT INTERVALS BOTH VERTICAL AND HORIZONTAL. 14— CUTTING AND NOTCHING: DO NOT CUT, BORE, COUNTERSINK OR NOTCH WOOD MEMBERS EXCEPT WHERE SHOWN IN THE DETAILS. HOLES THROUGH PLATES, STUDS AND DOUBLE PLATES IN WALLS SHALL NOT EXCEED 40% THE MEMBER WIDTH & SHALL BE LOCATED IN THE CENTER OF THE MEMBER. STUDS AT BEARING WALLS SHALL NOT BE NOTCHED MORE THAN 25%. 15— PARTITIONS: DOUBLE JOISTS UNDER PARTITIONS PARALLEL TO JOISTS AND PROVIDE SOLID BLOCKING UNDER PARTITIONS PERPENDICULAR TO JOISTS. 16— END SUPPORT: ROOF AND FLOOR JOISTS OVER 4 INCHES DEEP SHALL HAVE THEIR ENDS HELD IN POSITION WITH EITHER: FULL DEPTH SOLID BLOCKING, NAILED BRIDGING, NAILING OR BOLTING TO OTHER FRAMING MEMBERS OR APPROVED JOIST HANGERS. 17— GALVANIZING: ALL EXPOSED STEEL TIMBER HARDWARE, FASTENERS AND CONNECTORS. [864,208,1162,929]
engineer-inspection-heading: SPECIAL INSPECTION/OBSERVATIONS BY THE STRUCTURAL ENGINEER (CBC 1702) [1654,574,1951,583]
column-wood [856,150,1257,1554]
sheet-number: S-1 [2080,1498,2144,1538]
wood-heading: WOOD (CBC CHAPTER 23) [864,195,994,207]
table-cell: ☐STEPP'G/RETAIN'G FOUNDATION, HILLSIDE SPECIAL ANCHORS [1267,897,1393,916]
foundation-heading: FOUNDATION [84,582,158,595]
scale-cell [2047,1347,2177,1378]
observation-firm-line: FIRM OR INDIVIDUAL TO BE RESPONSIBLE FOR STRUCTURAL OBSERVATION MAGED SAAD & ASSOC. TEL: (818) 783—8600 CALIF. REGIST.#: S—4659 [1267,830,1643,850]
table-cell: ☐OTHERS: [1267,916,1393,928]
table-cell: ☐MASONRY WALL FRAME [1452,897,1579,916]
